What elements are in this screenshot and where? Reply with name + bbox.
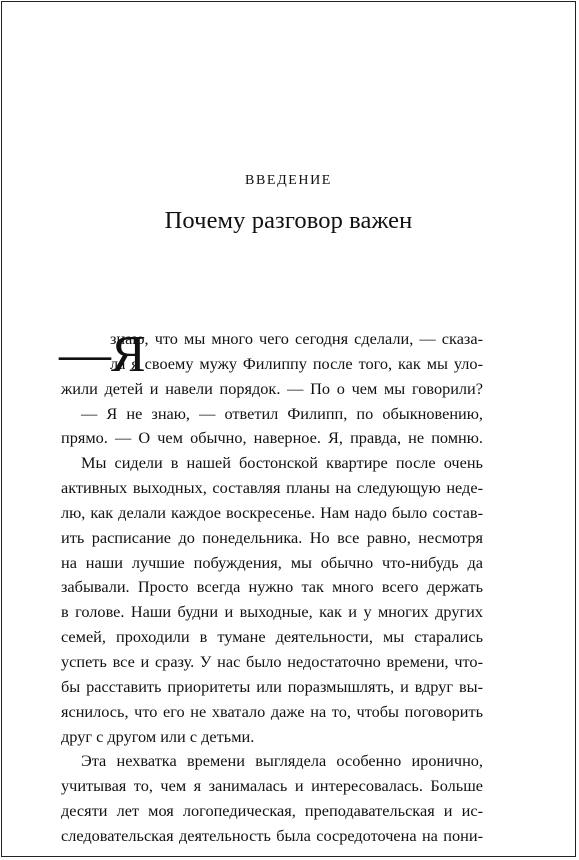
text-line: яснилось, что его не хватало даже на то, чтобы поговорить — [61, 701, 483, 721]
text-line: ить расписание до понедельника. Но все равно, несмотря — [61, 527, 483, 547]
text-line: прямо. — О чем обычно, наверное. Я, правда, не помню. — [61, 428, 483, 448]
text-line: на наши лучшие побуждения, мы обычно что-нибудь да — [61, 552, 483, 572]
text-line: Мы сидели в нашей бостонской квартире после очень — [81, 453, 483, 473]
text-line: учитывая то, чем я занималась и интересовалась. Больше — [61, 776, 483, 796]
text-line: лю, как делали каждое воскресенье. Нам надо было состав- — [61, 502, 483, 522]
text-line: успеть все и сразу. У нас было недостаточно времени, что- — [61, 651, 483, 671]
text-line: друг с другом или с детьми. — [61, 726, 255, 746]
text-line: бы расставить приоритеты или поразмышлять, и вдруг вы- — [61, 676, 483, 696]
drop-cap: —Я — [59, 326, 146, 383]
text-line: активных выходных, составляя планы на следующую неде- — [61, 478, 483, 498]
chapter-title: Почему разговор важен — [164, 207, 413, 234]
body-text — [61, 327, 483, 849]
text-line: семей, проходили в тумане деятельности, мы старались — [61, 627, 483, 647]
text-line: десяти лет моя логопедическая, преподавательская и ис- — [61, 801, 483, 821]
text-line: ла я своему мужу Филиппу после того, как мы уло- — [110, 353, 483, 373]
book-page — [1, 1, 576, 857]
text-line: жили детей и навели порядок. — По о чем мы говорили? — [61, 378, 483, 398]
text-line: — Я не знаю, — ответил Филипп, по обыкновению, — [81, 403, 483, 423]
section-label: ВВЕДЕНИЕ — [245, 173, 332, 188]
text-line: забывали. Просто всегда нужно так много всего держать — [61, 577, 483, 597]
text-line: знаю, что мы много чего сегодня сделали, — сказа- — [110, 329, 483, 348]
text-line: в голове. Наши будни и выходные, как и у многих других — [61, 602, 483, 622]
text-line: Эта нехватка времени выглядела особенно иронично, — [81, 751, 483, 771]
text-line: следовательская деятельность была сосредоточена на пони- — [61, 825, 483, 845]
